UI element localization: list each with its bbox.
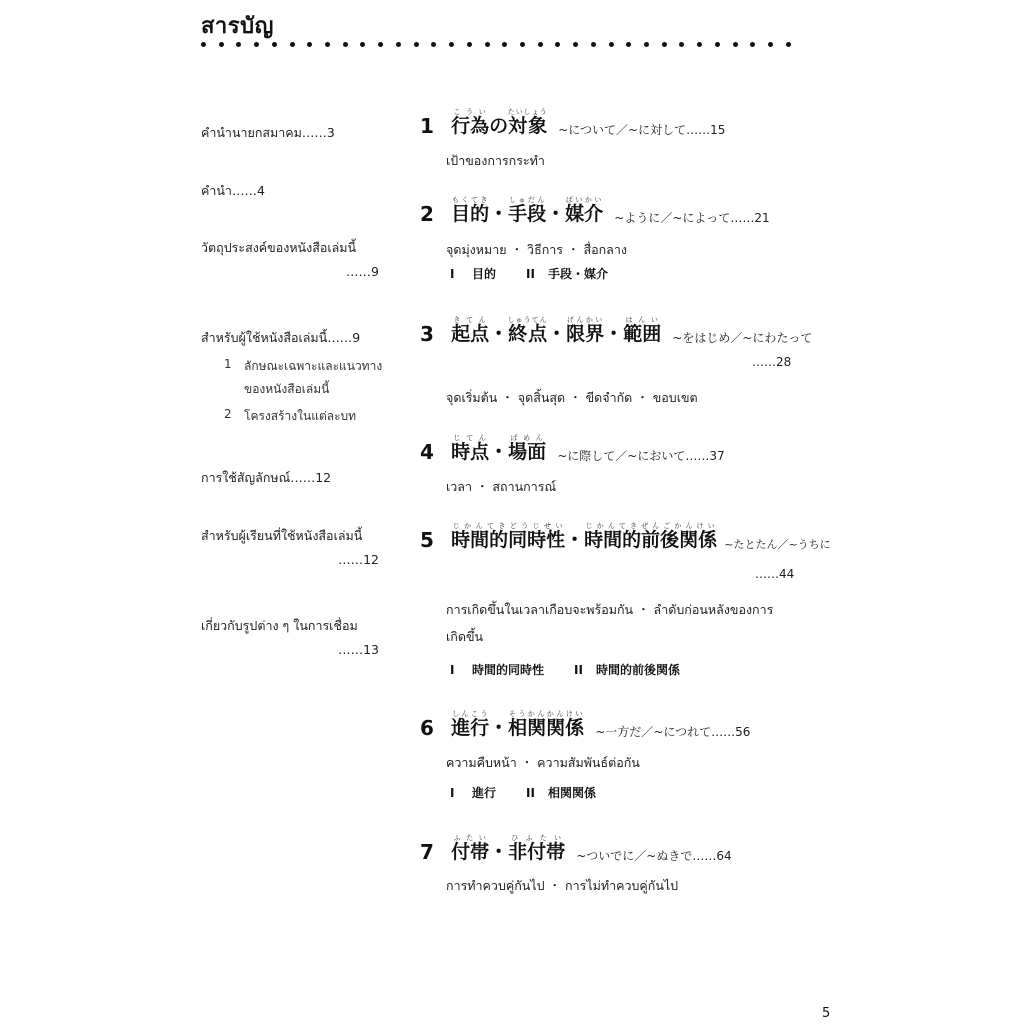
dot (750, 42, 755, 47)
subsection-title: 時間的前後関係 (596, 663, 681, 677)
dot (626, 42, 631, 47)
toc-subitem-features[interactable] (244, 357, 382, 399)
dot (538, 42, 543, 47)
chapter-7-heading[interactable] (420, 834, 732, 864)
dot (254, 42, 259, 47)
toc-item-label: วัตถุประสงค์ของหนังสือเล่มนี้ (201, 240, 357, 255)
toc-item-label: เกี่ยวกับรูปต่าง ๆ ในการเชื่อม (201, 618, 358, 633)
chapter-title: 起点きてん・終点しゅうてん・限界げんかい・範囲はんい (451, 316, 662, 345)
dot (609, 42, 614, 47)
dot (325, 42, 330, 47)
dot (272, 42, 277, 47)
chapter-title: 付帯ふたい・非付帯ひふたい (451, 834, 566, 863)
dot (502, 42, 507, 47)
subsection-title: 相関関係 (548, 786, 597, 800)
chapter-1-desc: เป้าของการกระทำ (446, 153, 545, 168)
chapter-6-desc: ความคืบหน้า ・ ความสัมพันธ์ต่อกัน (446, 755, 640, 770)
sub-item-number: 1 (224, 357, 232, 371)
subsection-title: 進行 (472, 786, 497, 800)
sub-item-line: ลักษณะเฉพาะและแนวทาง (244, 359, 383, 373)
chapter-keywords: ~ついでに／~ぬきで……64 (576, 849, 732, 863)
dot (662, 42, 667, 47)
chapter-5-desc-line1: การเกิดขึ้นในเวลาเกือบจะพร้อมกัน ・ ลำดับก่อนหลังของการ (446, 602, 774, 617)
chapter-3-page: ……28 (752, 355, 792, 369)
toc-item-page: ……9 (346, 264, 379, 279)
chapter-number: 4 (420, 440, 434, 464)
toc-item-connections[interactable] (201, 616, 381, 657)
dot (786, 42, 791, 47)
chapter-2-subsections: I 目的 II 手段・媒介 (450, 267, 609, 281)
chapter-keywords: ~について／~に対して……15 (558, 123, 726, 137)
sub-item-line: ของหนังสือเล่มนี้ (244, 382, 330, 396)
toc-item-for-teachers[interactable]: สำหรับผู้ใช้หนังสือเล่มนี้……9 (201, 330, 361, 345)
dot (378, 42, 383, 47)
dot (414, 42, 419, 47)
chapter-2-heading[interactable] (420, 196, 770, 226)
chapter-number: 6 (420, 716, 434, 740)
toc-item-page: ……12 (338, 552, 379, 567)
dot (768, 42, 773, 47)
subsection-title: 時間的同時性 (472, 663, 545, 677)
toc-item-preface[interactable]: คำนำ……4 (201, 183, 265, 198)
chapter-keywords: ~たとたん／~うちに (724, 538, 831, 551)
dot (307, 42, 312, 47)
chapter-keywords: ~に際して／~において……37 (557, 449, 725, 463)
chapter-5-heading[interactable] (420, 522, 831, 552)
dotted-rule (201, 39, 791, 49)
toc-item-page: ……13 (338, 642, 379, 657)
chapter-5-page: ……44 (755, 567, 795, 581)
subsection-title: 目的 (472, 267, 497, 281)
dot (201, 42, 206, 47)
chapter-2-desc: จุดมุ่งหมาย ・ วิธีการ ・ สื่อกลาง (446, 242, 627, 257)
chapter-title: 時間的同時性じかんてきどうじせい・時間的前後関係じかんてきぜんごかんけい (451, 522, 718, 551)
dot (733, 42, 738, 47)
toc-item-preface-association[interactable]: คำนำนายกสมาคม……3 (201, 125, 335, 140)
dot (591, 42, 596, 47)
dot (431, 42, 436, 47)
toc-item-label: สำหรับผู้เรียนที่ใช้หนังสือเล่มนี้ (201, 528, 363, 543)
chapter-keywords: ~一方だ／~につれて……56 (595, 725, 751, 739)
dot (485, 42, 490, 47)
dot (343, 42, 348, 47)
chapter-1-heading[interactable] (420, 108, 725, 138)
dot (219, 42, 224, 47)
chapter-6-heading[interactable] (420, 710, 750, 740)
dot (644, 42, 649, 47)
chapter-5-desc-line2: เกิดขึ้น (446, 629, 484, 644)
chapter-number: 2 (420, 202, 434, 226)
page-number: 5 (822, 1006, 831, 1021)
dot (236, 42, 241, 47)
chapter-number: 7 (420, 840, 434, 864)
chapter-4-desc: เวลา ・ สถานการณ์ (446, 479, 557, 494)
chapter-7-desc: การทำควบคู่กันไป ・ การไม่ทำควบคู่กันไป (446, 878, 679, 893)
dot (396, 42, 401, 47)
dot (715, 42, 720, 47)
chapter-title: 目的もくてき・手段しゅだん・媒介ばいかい (451, 196, 604, 225)
toc-item-for-learners[interactable] (201, 526, 381, 567)
toc-item-objectives[interactable] (201, 238, 381, 279)
dot (555, 42, 560, 47)
chapter-6-subsections: I 進行 II 相関関係 (450, 786, 597, 800)
chapter-number: 1 (420, 114, 434, 138)
chapter-keywords: ~ように／~によって……21 (614, 211, 770, 225)
chapter-title: 時点じてん・場面ばめん (451, 434, 547, 463)
toc-item-symbols[interactable]: การใช้สัญลักษณ์……12 (201, 470, 332, 485)
dot (573, 42, 578, 47)
dot (520, 42, 525, 47)
dot (467, 42, 472, 47)
chapter-number: 3 (420, 322, 434, 346)
dot (697, 42, 702, 47)
chapter-4-heading[interactable] (420, 434, 725, 464)
sub-item-number: 2 (224, 407, 232, 421)
chapter-keywords: ~をはじめ／~にわたって (672, 331, 813, 345)
dot (290, 42, 295, 47)
chapter-3-desc: จุดเริ่มต้น ・ จุดสิ้นสุด ・ ขีดจำกัด ・ ขอบเขต (446, 390, 698, 405)
chapter-title: 進行しんこう・相関関係そうかんかんけい (451, 710, 585, 739)
page-title: สารบัญ (201, 14, 274, 39)
dot (679, 42, 684, 47)
dot (449, 42, 454, 47)
chapter-3-heading[interactable] (420, 316, 812, 346)
chapter-5-subsections: I 時間的同時性 II 時間的前後関係 (450, 663, 681, 677)
chapter-title: 行為こういの対象たいしょう (451, 108, 548, 137)
subsection-title: 手段・媒介 (548, 267, 609, 281)
toc-subitem-structure[interactable]: โครงสร้างในแต่ละบท (244, 409, 357, 423)
dot (360, 42, 365, 47)
chapter-number: 5 (420, 528, 434, 552)
